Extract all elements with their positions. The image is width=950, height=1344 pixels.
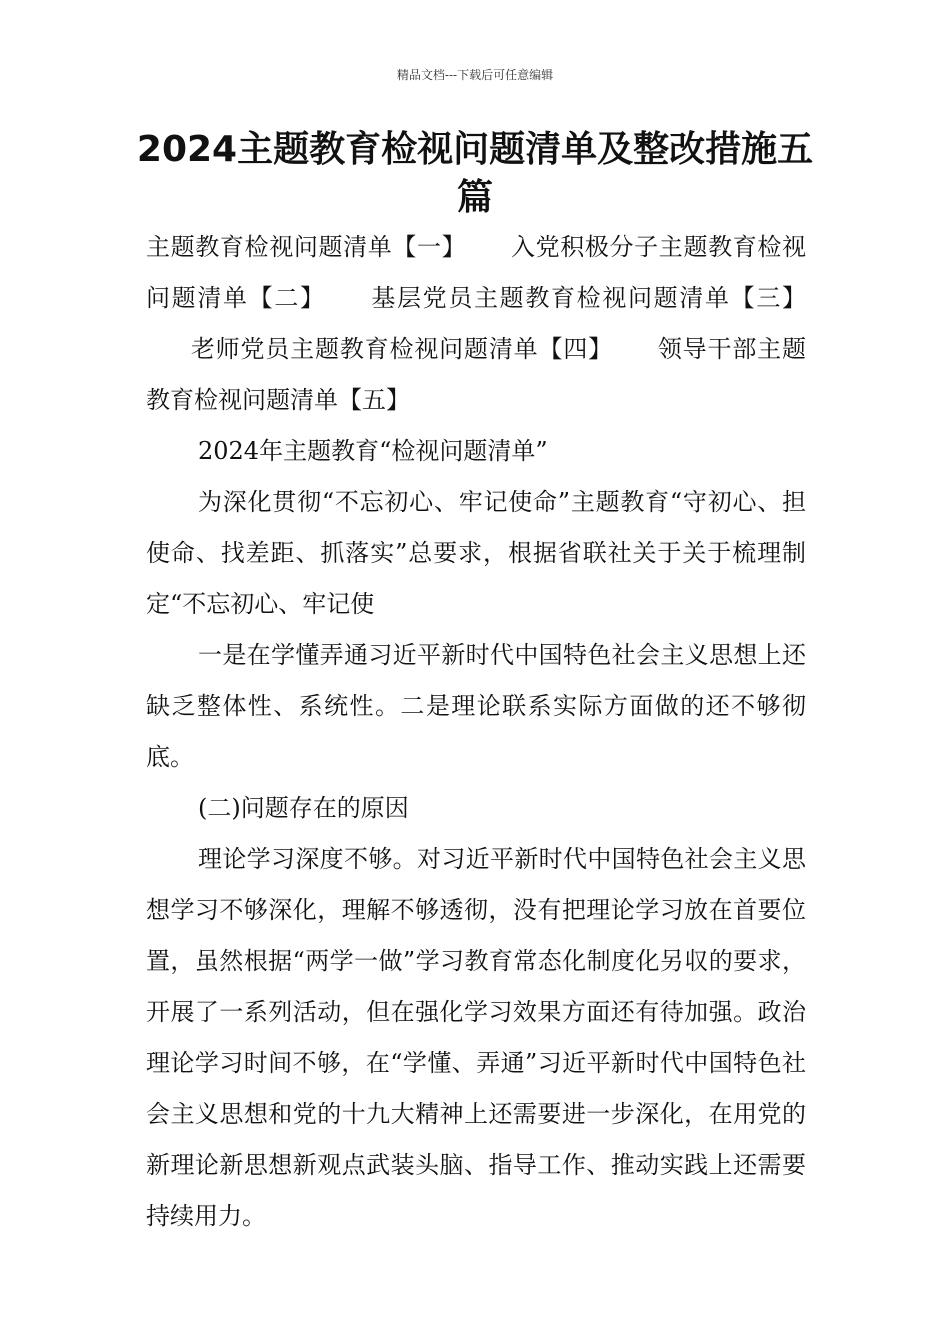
paragraph-reasons: 理论学习深度不够。对习近平新时代中国特色社会主义思想学习不够深化，理解不够透彻，没有把理论学习放在首要位置，虽然根据“两学一做”学习教育常态化制度化另収的要求，开展了一系列活动，但在强化学习效果方面还有待加强。政治理论学习时间不够，在“学懂、弄通”习近平新时代中国特色社会主义思想和党的十九大精神上还需要进一步深化，在用党的新理论新思想新观点武装头脑、指导工作、推动实践上还需要持续用力。 xyxy=(146,845,806,1230)
toc-item-2: 入党积极分子主题教育检视问题清单【二】 xyxy=(146,233,807,312)
section-heading: (二)问题存在的原因 xyxy=(198,794,409,822)
header-note: 精品文档---下载后可任意编辑 xyxy=(396,68,554,82)
toc-item-3: 基层党员主题教育检视问题清单【三】 xyxy=(369,284,807,312)
toc-item-5: 领导干部主题教育检视问题清单【五】 xyxy=(146,335,806,414)
table-of-contents xyxy=(146,222,806,426)
document-body xyxy=(146,222,806,1242)
toc-item-4: 老师党员主题教育检视问题清单【四】 xyxy=(190,335,613,363)
subtitle: 2024年主题教育“检视问题清单” xyxy=(198,437,548,465)
paragraph-problems: 一是在学懂弄通习近平新时代中国特色社会主义思想上还缺乏整体性、系统性。二是理论联系实际方面做的还不够彻底。 xyxy=(146,641,806,771)
paragraph-intro: 为深化贯彻“不忘初心、牢记使命”主题教育“守初心、担使命、找差距、抓落实”总要求，根据省联社关于关于梳理制定“不忘初心、牢记使 xyxy=(146,488,806,618)
document-title: 2024主题教育检视问题清单及整改措施五篇 xyxy=(136,129,814,218)
toc-item-1: 主题教育检视问题清单【一】 xyxy=(146,233,467,261)
